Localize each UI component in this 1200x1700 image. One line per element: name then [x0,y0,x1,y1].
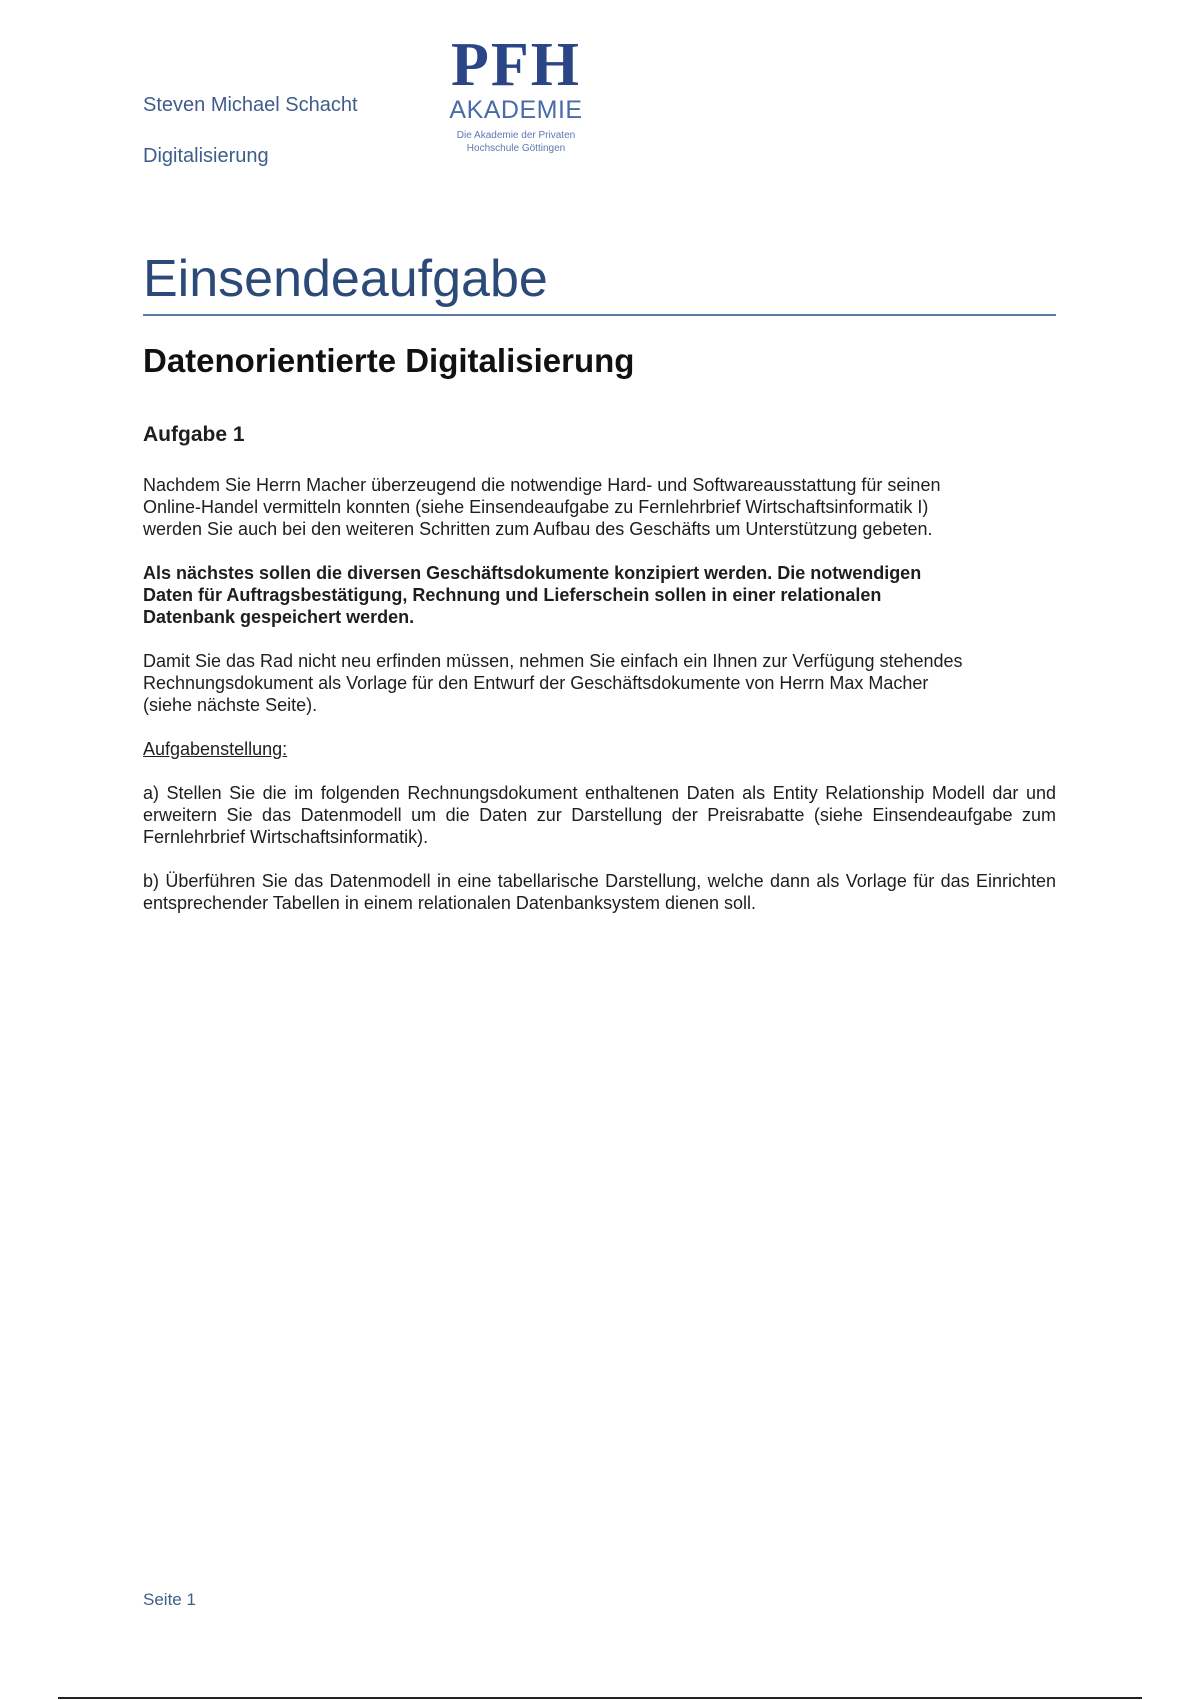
course-name: Digitalisierung [143,145,269,167]
page-number: Seite 1 [143,1590,196,1609]
template-paragraph: Damit Sie das Rad nicht neu erfinden müssen, nehmen Sie einfach ein Ihnen zur Verfügung stehendes Rechnungsdokument als Vorlage für den Entwurf der Geschäftsdokumente von Herrn Max Macher (siehe nächste Seite). [143,651,963,715]
author-name: Steven Michael Schacht [143,94,358,116]
task-heading: Aufgabe 1 [143,423,245,446]
logo-tagline [436,129,596,155]
assignment-label-text: Aufgabenstellung: [143,739,288,759]
task-item-b: b) Überführen Sie das Datenmodell in eine tabellarische Darstellung, welche dann als Vorlage für das Einrichten entsprechender Tabellen in einem relationalen Datenbanksystem dienen soll. [143,871,1056,913]
logo-tagline-line-2: Hochschule Göttingen [466,143,566,154]
task-item-a: a) Stellen Sie die im folgenden Rechnungsdokument enthaltenen Daten als Entity Relationship Modell dar und erweitern Sie das Datenmodell um die Daten zur Darstellung der Preisrabatte (siehe Einsendeaufgabe zum Fernlehrbrief Wirtschaftsinformatik). [143,783,1056,847]
logo-tagline-line-1: Die Akademie der Privaten [456,130,576,141]
bottom-divider [58,1697,1142,1699]
header-meta [143,90,358,192]
assignment-label [143,738,1056,760]
logo-word: AKADEMIE [449,96,583,124]
bold-paragraph: Als nächstes sollen die diversen Geschäftsdokumente konzipiert werden. Die notwendigen Daten für Auftragsbestätigung, Rechnung und Lieferschein sollen in einer relationalen Datenbank gespeichert werden. [143,563,922,627]
logo-mark: PFH [451,31,581,99]
pfh-akademie-logo [436,31,596,155]
intro-paragraph: Nachdem Sie Herrn Macher überzeugend die notwendige Hard- und Softwareausstattung für seinen Online-Handel vermitteln konnten (siehe Einsendeaufgabe zu Fernlehrbrief Wirtschaftsinformatik I) werden Sie auch bei den weiteren Schritten zum Aufbau des Geschäfts um Unterstützung gebeten. [143,475,941,539]
document-title: Einsendeaufgabe [143,248,1056,316]
document-content [143,422,1056,936]
document-subject: Datenorientierte Digitalisierung [143,342,635,379]
